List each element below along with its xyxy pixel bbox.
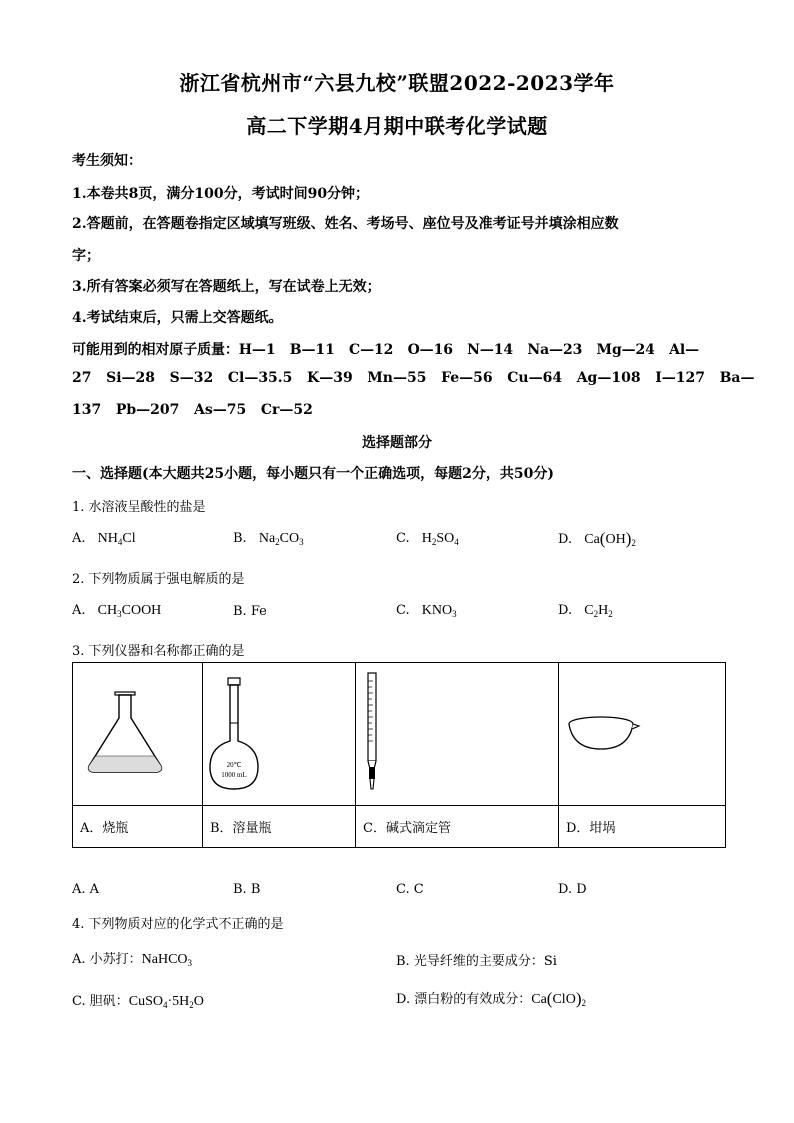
formula-part: C <box>584 603 594 618</box>
formula-part: COOH <box>121 603 162 618</box>
q4-option-c[interactable] <box>72 990 204 1010</box>
q2-option-c[interactable] <box>396 603 457 619</box>
formula-paren: ) <box>575 989 582 1008</box>
volumetric-flask-icon <box>203 663 355 801</box>
formula-part: H <box>598 603 609 618</box>
atomic-mass-line: 27 Si—28 S—32 Cl—35.5 K—39 Mn—55 Fe—56 Cu—64 Ag—108 I—127 Ba— <box>72 370 755 386</box>
formula-sub: 2 <box>581 998 586 1008</box>
formula-sub: 3 <box>452 609 457 619</box>
exam-title-line2: 高二下学期4月期中联考化学试题 <box>246 114 548 138</box>
option-label: A. <box>72 603 86 618</box>
notice-item: 3.所有答案必须写在答题纸上，写在试卷上无效； <box>72 279 381 295</box>
option-label: D. <box>558 603 573 618</box>
option-text: C. 胆矾： <box>72 994 129 1009</box>
apparatus-cell-d <box>559 663 726 806</box>
apparatus-label-b: B．溶量瓶 <box>203 806 356 848</box>
formula-paren: ( <box>599 529 606 548</box>
apparatus-label-a: A．烧瓶 <box>73 806 203 848</box>
q2-option-a[interactable] <box>72 603 161 619</box>
formula-part: ·5H <box>167 994 190 1009</box>
q3-option-b[interactable]: B. B <box>233 882 261 897</box>
formula-part: KNO <box>421 603 453 618</box>
q2-option-d[interactable] <box>558 603 613 619</box>
formula-sub: 2 <box>631 538 636 548</box>
formula-sub: 2 <box>189 1000 194 1010</box>
formula-sub: 2 <box>431 537 437 547</box>
formula-part: NaHCO <box>141 952 188 967</box>
notice-item: 2.答题前，在答题卷指定区域填写班级、姓名、考场号、座位号及准考证号并填涂相应数 <box>72 216 619 232</box>
option-text: D. 漂白粉的有效成分： <box>396 992 532 1007</box>
flask-temperature: 20℃ <box>226 761 242 769</box>
burette-icon <box>356 663 558 801</box>
formula-paren: ( <box>546 989 553 1008</box>
option-label: C. <box>396 531 410 546</box>
q3-option-a[interactable]: A. A <box>72 882 100 897</box>
apparatus-label-c: C．碱式滴定管 <box>356 806 559 848</box>
q1-option-d[interactable] <box>558 529 636 549</box>
notice-item: 1.本卷共8页，满分100分，考试时间90分钟； <box>72 186 370 202</box>
option-label: B. <box>233 531 247 546</box>
exam-title-line1: 浙江省杭州市“六县九校”联盟2022-2023学年 <box>179 71 615 95</box>
formula-sub: 3 <box>299 537 304 547</box>
formula-sub: 4 <box>117 537 123 547</box>
evaporating-dish-icon <box>559 663 725 801</box>
notice-item: 4.考试结束后，只需上交答题纸。 <box>72 310 283 326</box>
apparatus-table <box>72 662 726 848</box>
option-label: A. <box>72 531 86 546</box>
formula-part: Na <box>258 531 276 546</box>
formula-part: OH <box>605 532 626 547</box>
option-label: C. <box>396 603 410 618</box>
apparatus-cell-c <box>356 663 559 806</box>
formula-sub: 4 <box>454 537 459 547</box>
formula-part: O <box>193 994 204 1009</box>
conical-flask-icon <box>73 663 202 801</box>
atomic-mass-line: 137 Pb—207 As—75 Cr—52 <box>72 402 313 418</box>
question-2-stem: 2. 下列物质属于强电解质的是 <box>72 572 245 587</box>
q4-option-a[interactable] <box>72 948 192 968</box>
flask-volume: 1000 mL <box>221 771 247 779</box>
notice-item: 字； <box>72 248 100 264</box>
atomic-mass-line: 可能用到的相对原子质量：H—1 B—11 C—12 O—16 N—14 Na—23 Mg—24 Al— <box>72 342 700 358</box>
formula-sub: 4 <box>162 1000 168 1010</box>
q3-option-c[interactable]: C. C <box>396 882 424 897</box>
formula-part: CH <box>97 603 118 618</box>
formula-part: ClO <box>552 992 576 1007</box>
formula-part: H <box>421 531 432 546</box>
q4-option-b[interactable]: B. 光导纤维的主要成分：Si <box>396 954 557 969</box>
formula-part: Ca <box>584 532 600 547</box>
apparatus-label-d: D．坩埚 <box>559 806 726 848</box>
formula-sub: 2 <box>608 609 613 619</box>
q1-option-a[interactable] <box>72 531 136 547</box>
q1-option-c[interactable] <box>396 531 459 547</box>
option-label: D. <box>558 532 573 547</box>
formula-part: CuSO <box>128 994 163 1009</box>
apparatus-cell-a <box>73 663 203 806</box>
q1-option-b[interactable] <box>233 531 304 547</box>
option-text: A. 小苏打： <box>72 952 142 967</box>
formula-sub: 3 <box>187 958 193 968</box>
question-3-stem: 3. 下列仪器和名称都正确的是 <box>72 644 245 659</box>
apparatus-cell-b <box>203 663 356 806</box>
formula-part: SO <box>436 531 455 546</box>
question-4-stem: 4. 下列物质对应的化学式不正确的是 <box>72 917 284 932</box>
question-1-stem: 1. 水溶液呈酸性的盐是 <box>72 500 206 515</box>
formula-paren: ) <box>625 529 632 548</box>
formula-part: Cl <box>122 531 136 546</box>
formula-part: Ca <box>531 992 547 1007</box>
formula-sub: 2 <box>275 537 280 547</box>
formula-part: CO <box>279 531 300 546</box>
formula-sub: 3 <box>117 609 122 619</box>
q2-option-b[interactable]: B. Fe <box>233 604 267 619</box>
q4-option-d[interactable] <box>396 988 586 1009</box>
section-heading: 一、选择题(本大题共25小题，每小题只有一个正确选项，每题2分，共50分) <box>72 466 554 482</box>
notice-heading: 考生须知： <box>72 153 142 169</box>
formula-sub: 2 <box>593 609 599 619</box>
q3-option-d[interactable]: D. D <box>558 882 587 897</box>
section-title: 选择题部分 <box>362 435 432 451</box>
formula-part: NH <box>97 531 118 546</box>
